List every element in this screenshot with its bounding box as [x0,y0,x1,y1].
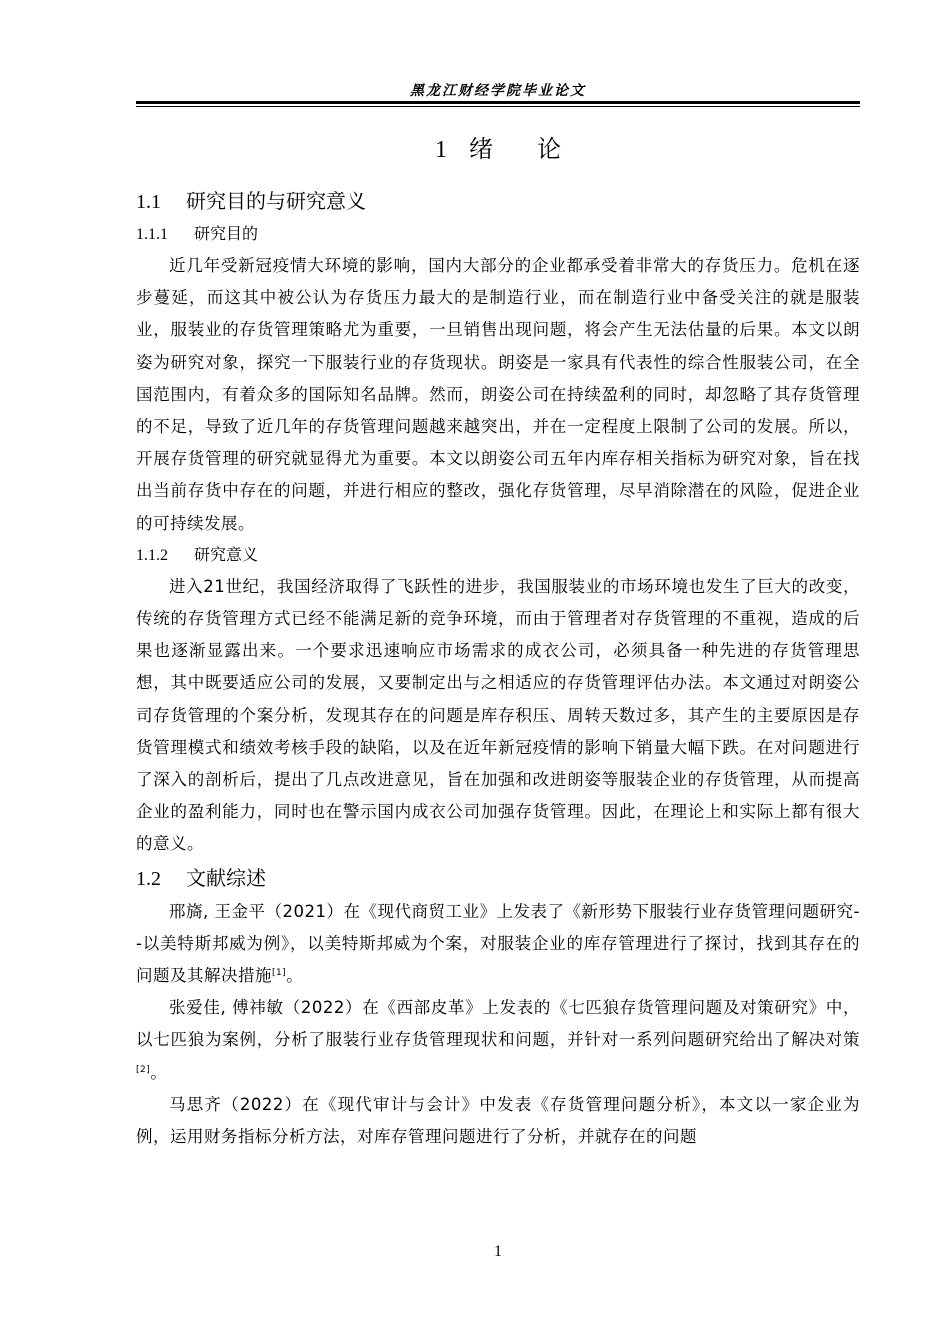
paragraph-literature-3: 马思齐（2022）在《现代审计与会计》中发表《存货管理问题分析》，本文以一家企业为例，运用财务指标分析方法，对库存管理问题进行了分析，并就存在的问题 [136,1094,860,1147]
paragraph-end: 。 [286,966,304,986]
chapter-title-char-1: 绪 [469,135,493,163]
subsection-title: 研究目的 [194,224,259,243]
subsection-heading-1-1-2 [136,540,860,571]
section-number: 1.2 [136,867,161,890]
section-heading-1-1 [136,184,860,219]
page-number: 1 [494,1243,502,1260]
paragraph-research-significance: 进入21世纪，我国经济取得了飞跃性的进步，我国服装业的市场环境也发生了巨大的改变，传统的存货管理方式已经不能满足新的竞争环境，而由于管理者对存货管理的不重视，造成的后果也逐渐显露出来。一个要求迅速响应市场需求的成衣公司，必须具备一种先进的存货管理思想，其中既要适应公司的发展，又要制定出与之相适应的存货管理评估办法。本文通过对朗姿公司存货管理的个案分析，发现其存在的问题是库存积压、周转天数过多，其产生的主要原因是存货管理模式和绩效考核手段的缺陷，以及在近年新冠疫情的影响下销量大幅下跌。在对问题进行了深入的剖析后，提出了几点改进意见，旨在加强和改进朗姿等服装企业的存货管理，从而提高企业的盈利能力，同时也在警示国内成衣公司加强存货管理。因此，在理论上和实际上都有很大的意义。 [136,576,860,854]
citation-ref: [1] [272,968,287,979]
subsection-number: 1.1.2 [136,546,168,564]
paragraph-text: 邢旖, 王金平（2021）在《现代商贸工业》上发表了《新形势下服装行业存货管理问题研究--以美特斯邦威为例》，以美特斯邦威为个案，对服装企业的库存管理进行了探讨，找到其存在的问题及其解决措施 [136,901,860,986]
chapter-title-char-2: 论 [537,135,561,163]
citation-ref: [2] [136,1064,151,1075]
paragraph-literature-1 [136,896,860,993]
chapter-title [136,132,860,167]
body-content [136,184,860,1153]
paragraph-text: 张爱佳, 傅祎敏（2022）在《西部皮革》上发表的《七匹狼存货管理问题及对策研究》中，以七匹狼为案例，分析了服装行业存货管理现状和问题，并针对一系列问题研究给出了解决对策 [136,998,860,1050]
header-rule-thick [136,101,860,104]
subsection-heading-1-1-1 [136,219,860,250]
subsection-title: 研究意义 [194,544,259,564]
section-title: 研究目的与研究意义 [186,189,366,213]
section-title: 文献综述 [186,865,266,890]
header-rule-thin [136,106,860,107]
section-heading-1-2 [136,861,860,896]
subsection-number: 1.1.1 [136,226,168,243]
paragraph-literature-2 [136,992,860,1089]
running-header: 黑龙江财经学院毕业论文 [410,83,586,99]
section-number: 1.1 [136,191,161,213]
paragraph-end: 。 [150,1062,168,1082]
chapter-number: 1 [435,137,447,163]
paragraph-research-purpose: 近几年受新冠疫情大环境的影响，国内大部分的企业都承受着非常大的存货压力。危机在逐步蔓延，而这其中被公认为存货压力最大的是制造行业，而在制造行业中备受关注的就是服装业，服装业的存货管理策略尤为重要，一旦销售出现问题，将会产生无法估量的后果。本文以朗姿为研究对象，探究一下服装行业的存货现状。朗姿是一家具有代表性的综合性服装公司，在全国范围内，有着众多的国际知名品牌。然而，朗姿公司在持续盈利的同时，却忽略了其存货管理的不足，导致了近几年的存货管理问题越来越突出，并在一定程度上限制了公司的发展。所以，开展存货管理的研究就显得尤为重要。本文以朗姿公司五年内库存相关指标为研究对象，旨在找出当前存货中存在的问题，并进行相应的整改，强化存货管理，尽早消除潜在的风险，促进企业的可持续发展。 [136,256,860,533]
